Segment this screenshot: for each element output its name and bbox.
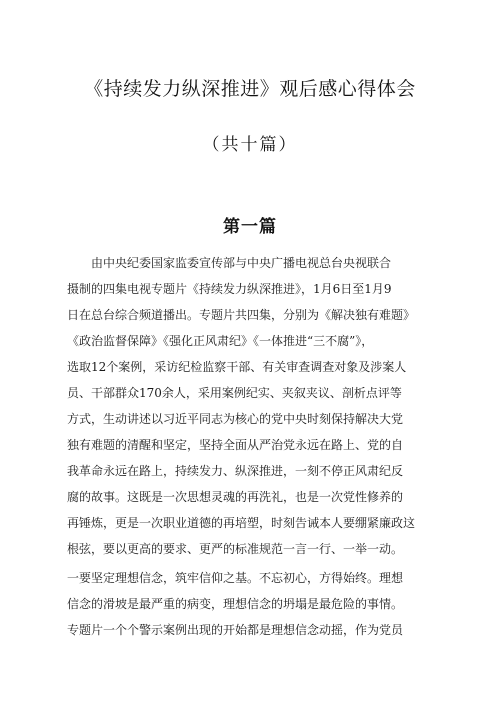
text-line: 选取12个案例，采访纪检监察干部、有关审查调查对象及涉案人 (67, 360, 407, 374)
text-line: 由中央纪委国家监委宣传部与中央广播电视总台央视联合 (67, 256, 392, 270)
text-line: 摄制的四集电视专题片《持续发力纵深推进》，1月6日至1月9 (67, 282, 392, 296)
document-title: 《持续发力纵深推进》观后感心得体会 (84, 78, 416, 100)
document-subtitle: （共十篇） (202, 135, 298, 155)
text-line: 腐的故事。这既是一次思想灵魂的再洗礼，也是一次党性修养的 (67, 490, 404, 504)
text-line: 根弦，要以更高的要求、更严的标准规范一言一行、一举一动。 (67, 542, 404, 556)
text-line: 专题片一个个警示案例出现的开始都是理想信念动摇，作为党员 (67, 623, 404, 637)
text-line: 我革命永远在路上，持续发力、纵深推进，一刻不停正风肃纪反 (67, 464, 404, 478)
text-line: 日在总台综合频道播出。专题片共四集，分别为《解决独有难题》 (67, 308, 416, 322)
text-line: 《政治监督保障》《强化正风肃纪》《一体推进“三不腐”》， (67, 334, 374, 348)
chapter-heading: 第一篇 (223, 217, 277, 237)
text-line: 信念的滑坡是最严重的病变，理想信念的坍塌是最危险的事情。 (67, 597, 404, 611)
text-line: 再锤炼，更是一次职业道德的再培塑，时刻告诫本人要绷紧廉政这 (67, 516, 416, 530)
text-line: 方式，生动讲述以习近平同志为核心的党中央时刻保持解决大党 (67, 412, 404, 426)
text-line: 员、干部群众170余人，采用案例纪实、夹叙夹议、剖析点评等 (67, 386, 402, 400)
text-line: 独有难题的清醒和坚定，坚持全面从严治党永远在路上、党的自 (67, 438, 404, 452)
text-line: 一要坚定理想信念，筑牢信仰之基。不忘初心，方得始终。理想 (67, 571, 404, 585)
